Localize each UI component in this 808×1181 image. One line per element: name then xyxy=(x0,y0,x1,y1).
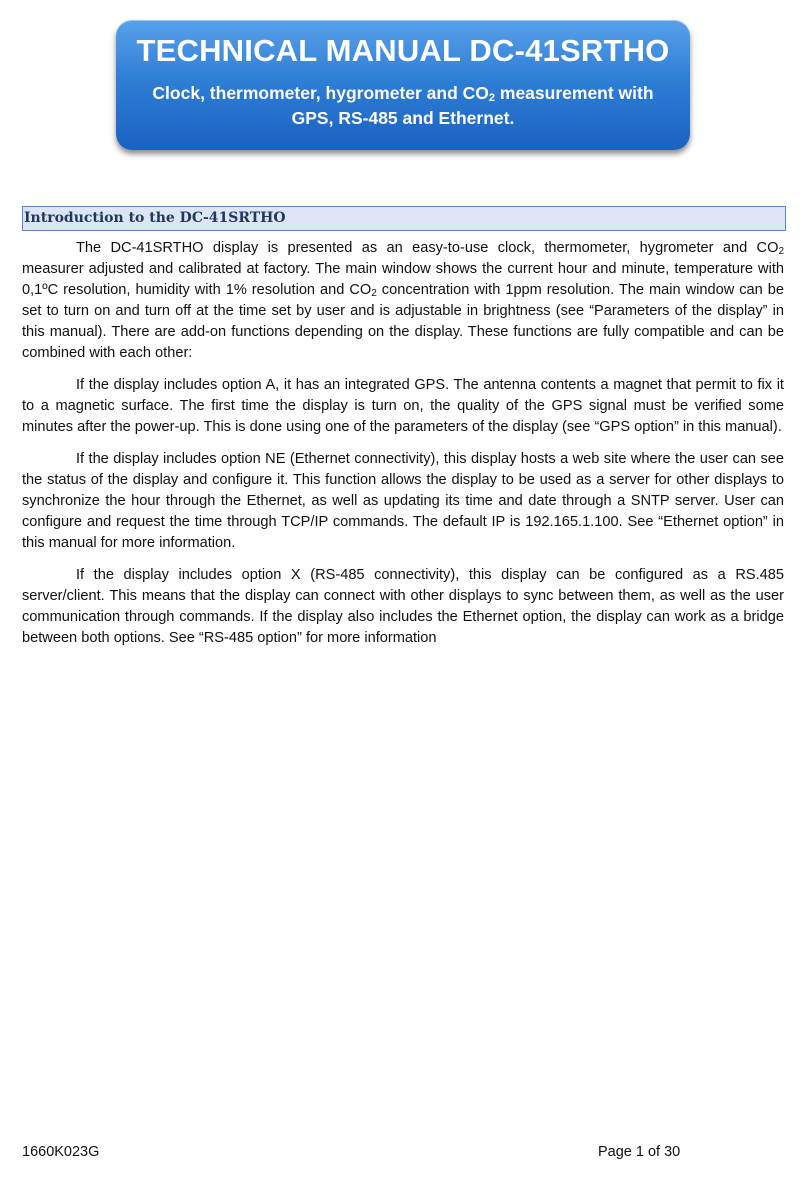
subscript: 2 xyxy=(371,288,377,299)
subtitle-subscript: 2 xyxy=(488,92,496,104)
paragraph-ethernet-option: If the display includes option NE (Ethernet connectivity), this display hosts a web site where the user can see the status of the display and configure it. This function allows the display to be used as a server for other displays to synchronize the hour through the Ethernet, as well as updating its time and date through a SNTP server. User can configure and request the time through TCP/IP commands. The default IP is 192.165.1.100. See “Ethernet option” in this manual for more information. xyxy=(22,451,784,551)
section-heading: Introduction to the DC-41SRTHO xyxy=(22,206,786,231)
manual-subtitle xyxy=(116,81,690,131)
paragraph-gps-option: If the display includes option A, it has an integrated GPS. The antenna contents a magnet that permit to fix it to a magnetic surface. The first time the display is turn on, the quality of the GPS signal must be verified some minutes after the power-up. This is done using one of the parameters of the display (see “GPS option” in this manual). xyxy=(22,377,784,435)
subtitle-text-end: measurement with GPS, RS-485 and Ethernet. xyxy=(291,83,654,128)
paragraph-text: measurer adjusted and calibrated at factory. The main window shows the current hour and minute, temperature with 0,1ºC resolution, humidity with 1% resolution and CO xyxy=(22,261,784,298)
title-banner xyxy=(116,20,690,150)
page-number: Page 1 of 30 xyxy=(598,1144,681,1160)
document-code: 1660K023G xyxy=(22,1144,100,1160)
paragraph-text: concentration with 1ppm resolution. The main window can be set to turn on and turn off at the time set by user and is adjustable in brightness (see “Parameters of the display” in this manual). There are add-on functions depending on the display. These functions are fully compatible and can be combined with each other: xyxy=(22,282,784,361)
paragraph-text: The DC-41SRTHO display is presented as an easy-to-use clock, thermometer, hygrometer and CO xyxy=(76,240,779,256)
subtitle-text-start: Clock, thermometer, hygrometer and CO xyxy=(152,83,489,103)
introduction-body xyxy=(22,238,784,660)
paragraph-overview xyxy=(22,238,784,364)
subscript: 2 xyxy=(778,246,784,257)
paragraph-rs485-option: If the display includes option X (RS-485 connectivity), this display can be configured as a RS.485 server/client. This means that the display can connect with other displays to sync between them, as well as the user communication through commands. If the display also includes the Ethernet option, the display can work as a bridge between both options. See “RS-485 option” for more information xyxy=(22,567,784,646)
manual-title: TECHNICAL MANUAL DC-41SRTHO xyxy=(136,33,670,68)
